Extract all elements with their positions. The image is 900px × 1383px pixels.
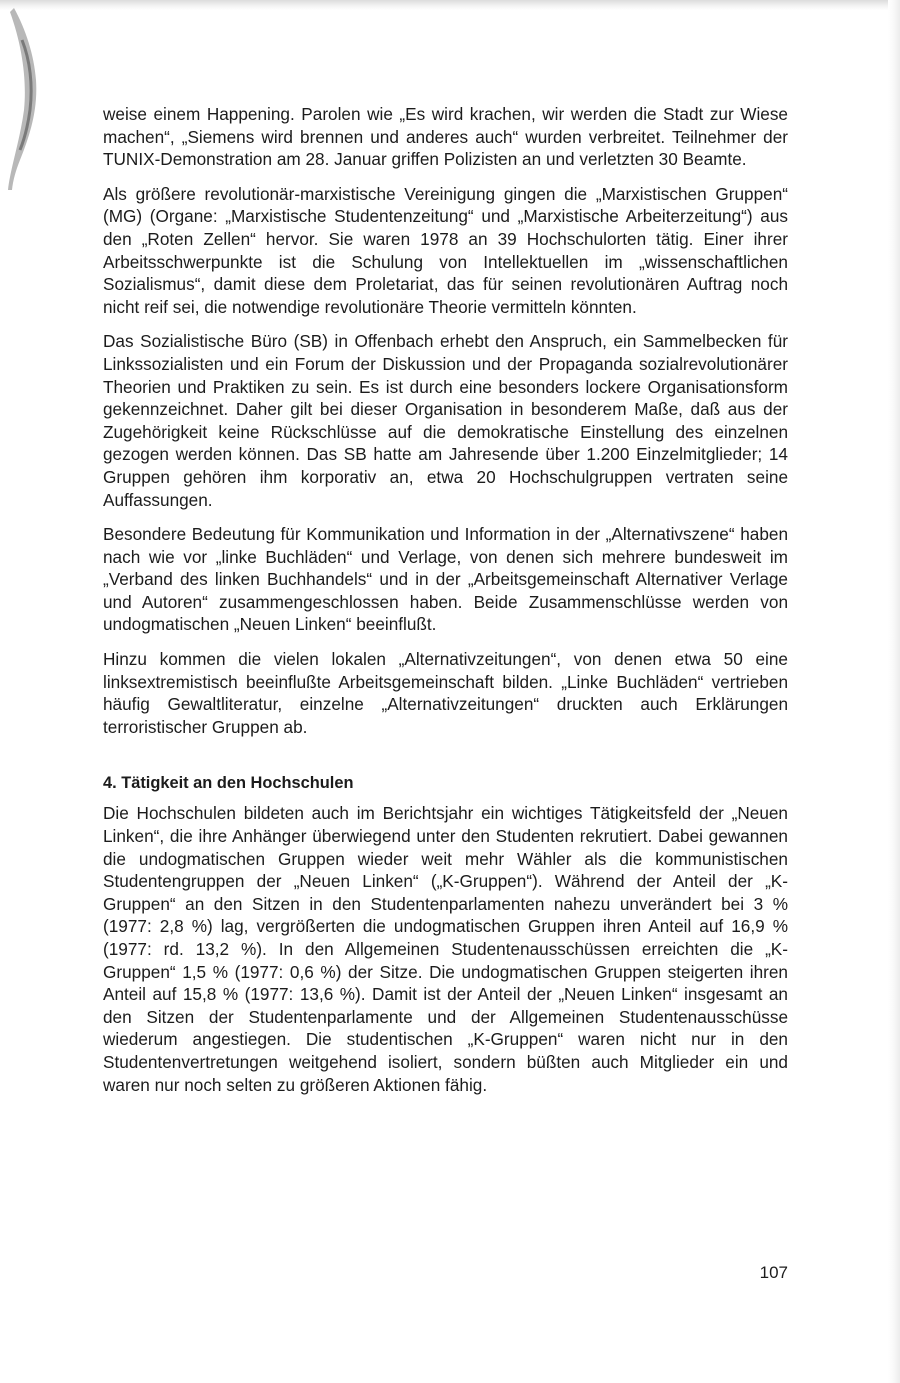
paragraph-hochschulen: Die Hochschulen bildeten auch im Berichtsjahr ein wichtiges Tätigkeitsfeld der „Neuen Linken“, die ihre Anhänger überwiegend unter den Studenten rekrutiert. Dabei gewannen die undogmatischen Gruppen wieder weit mehr Wähler als die kommunistischen Studentengruppen der „Neuen Linken“ („K-Gruppen“). Während der Anteil der „K-Gruppen“ an den Sitzen in den Studentenparlamenten nahezu unverändert bei 3 % (1977: 2,8 %) lag, vergrößerten die undogmatischen Gruppen ihren Anteil auf 16,9 % (1977: rd. 13,2 %). In den Allgemeinen Studentenausschüssen erreichten die „K-Gruppen“ 1,5 % (1977: 0,6 %) der Sitze. Die undogmatischen Gruppen steigerten ihren Anteil auf 15,8 % (1977: 13,6 %). Damit ist der Anteil der „Neuen Linken“ insgesamt an den Sitzen der Studentenparlamente und der Allgemeinen Studentenausschüsse wiederum angestiegen. Die studentischen „K-Gruppen“ waren nicht nur in den Studentenvertretungen weitgehend isoliert, sondern büßten auch Mitglieder ein und waren nur noch selten zu größeren Aktionen fähig. (103, 803, 788, 1095)
paragraph-happening: weise einem Happening. Parolen wie „Es wird krachen, wir werden die Stadt zur Wiese machen“, „Siemens wird brennen und anderes auch“ wurden verbreitet. Teilnehmer der TUNIX-Demonstration am 28. Januar griffen Polizisten an und verletzten 30 Beamte. (103, 104, 788, 170)
page-right-edge-shadow (888, 0, 900, 1383)
binding-shadow-mark (0, 0, 48, 200)
page-top-edge-shadow (0, 0, 900, 10)
paragraph-alternativzeitungen: Hinzu kommen die vielen lokalen „Alternativzeitungen“, von denen etwa 50 eine linksextremistisch beeinflußte Arbeitsgemeinschaft bilden. „Linke Buchläden“ vertrieben häufig Gewaltliteratur, einzelne „Alternativzeitungen“ druckten auch Erklärungen terroristischer Gruppen ab. (103, 649, 788, 737)
page-number: 107 (759, 1263, 788, 1282)
paragraph-marxistische-gruppen: Als größere revolutionär-marxistische Vereinigung gingen die „Marxistischen Gruppen“ (MG) (Organe: „Marxistische Studentenzeitung“ und „Marxistische Arbeiterzeitung“) aus den „Roten Zellen“ hervor. Sie waren 1978 an 39 Hochschulorten tätig. Einer ihrer Arbeitsschwerpunkte ist die Schulung von Intellektuellen im „wissenschaftlichen Sozialismus“, damit diese dem Proletariat, das für seinen revolutionären Auftrag noch nicht reif sei, die notwendige revolutionäre Theorie vermitteln könnten. (103, 183, 788, 317)
body-text-column (103, 103, 788, 1108)
paragraph-sozialistisches-buero: Das Sozialistische Büro (SB) in Offenbach erhebt den Anspruch, ein Sammelbecken für Linkssozialisten und ein Forum der Diskussion und der Propaganda sozialrevolutionärer Theorien und Praktiken zu sein. Es ist durch eine besonders lockere Organisationsform gekennzeichnet. Daher gilt bei dieser Organisation in besonderem Maße, daß aus der Zugehörigkeit keine Rückschlüsse auf die demokratische Einstellung des einzelnen gezogen werden können. Das SB hatte am Jahresende über 1.200 Einzelmitglieder; 14 Gruppen gehören ihm korporativ an, etwa 20 Hochschulgruppen vertraten seine Auffassungen. (103, 331, 788, 510)
section-heading-hochschulen: 4. Tätigkeit an den Hochschulen (103, 774, 354, 793)
paragraph-alternativszene: Besondere Bedeutung für Kommunikation und Information in der „Alternativszene“ haben nach wie vor „linke Buchläden“ und Verlage, von denen sich mehrere bundesweit im „Verband des linken Buchhandels“ und in der „Arbeitsgemeinschaft Alternativer Verlage und Autoren“ zusammengeschlossen haben. Beide Zusammenschlüsse werden von undogmatischen „Neuen Linken“ beeinflußt. (103, 524, 788, 635)
